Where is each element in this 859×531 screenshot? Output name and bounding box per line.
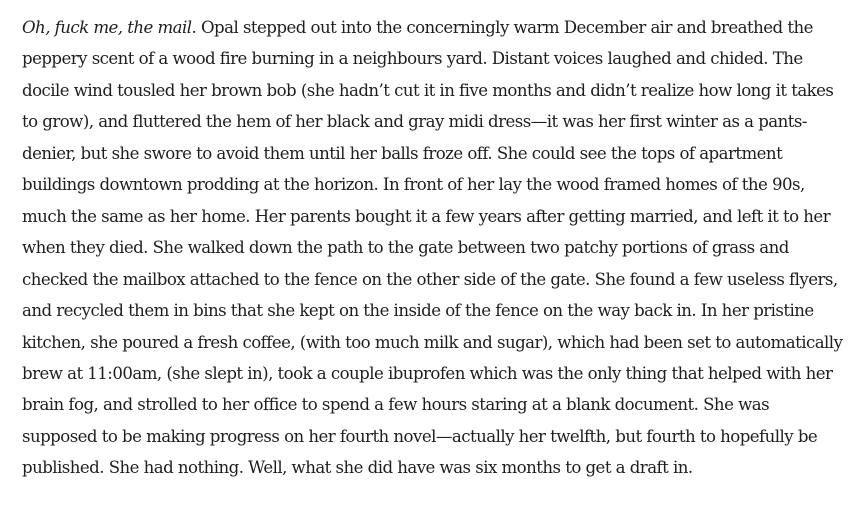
italic-opening-phrase: Oh, fuck me, the mail: [22, 18, 192, 37]
story-paragraph: [22, 12, 843, 484]
paragraph-body-text: . Opal stepped out into the concerningly warm December air and breathed the peppery scent of a wood fire burning in a neighbours yard. Distant voices laughed and chided. The docile wind tousled her brown bob (she hadn’t cut it in five months and didn’t realize how long it takes to grow), and fluttered the hem of her black and gray midi dress—it was her first winter as a pants-denier, but she swore to avoid them until her balls froze off. She could see the tops of apartment buildings downtown prodding at the horizon. In front of her lay the wood framed homes of the 90s, much the same as her home. Her parents bought it a few years after getting married, and left it to her when they died. She walked down the path to the gate between two patchy portions of grass and checked the mailbox attached to the fence on the other side of the gate. She found a few useless flyers, and recycled them in bins that she kept on the inside of the fence on the way back in. In her pristine kitchen, she poured a fresh coffee, (with too much milk and sugar), which had been set to automatically brew at 11:00am, (she slept in), took a couple ibuprofen which was the only thing that helped with her brain fog, and strolled to her office to spend a few hours staring at a blank document. She was supposed to be making progress on her fourth novel—actually her twelfth, but fourth to hopefully be published. She had nothing. Well, what she did have was six months to get a draft in.: [22, 18, 843, 478]
